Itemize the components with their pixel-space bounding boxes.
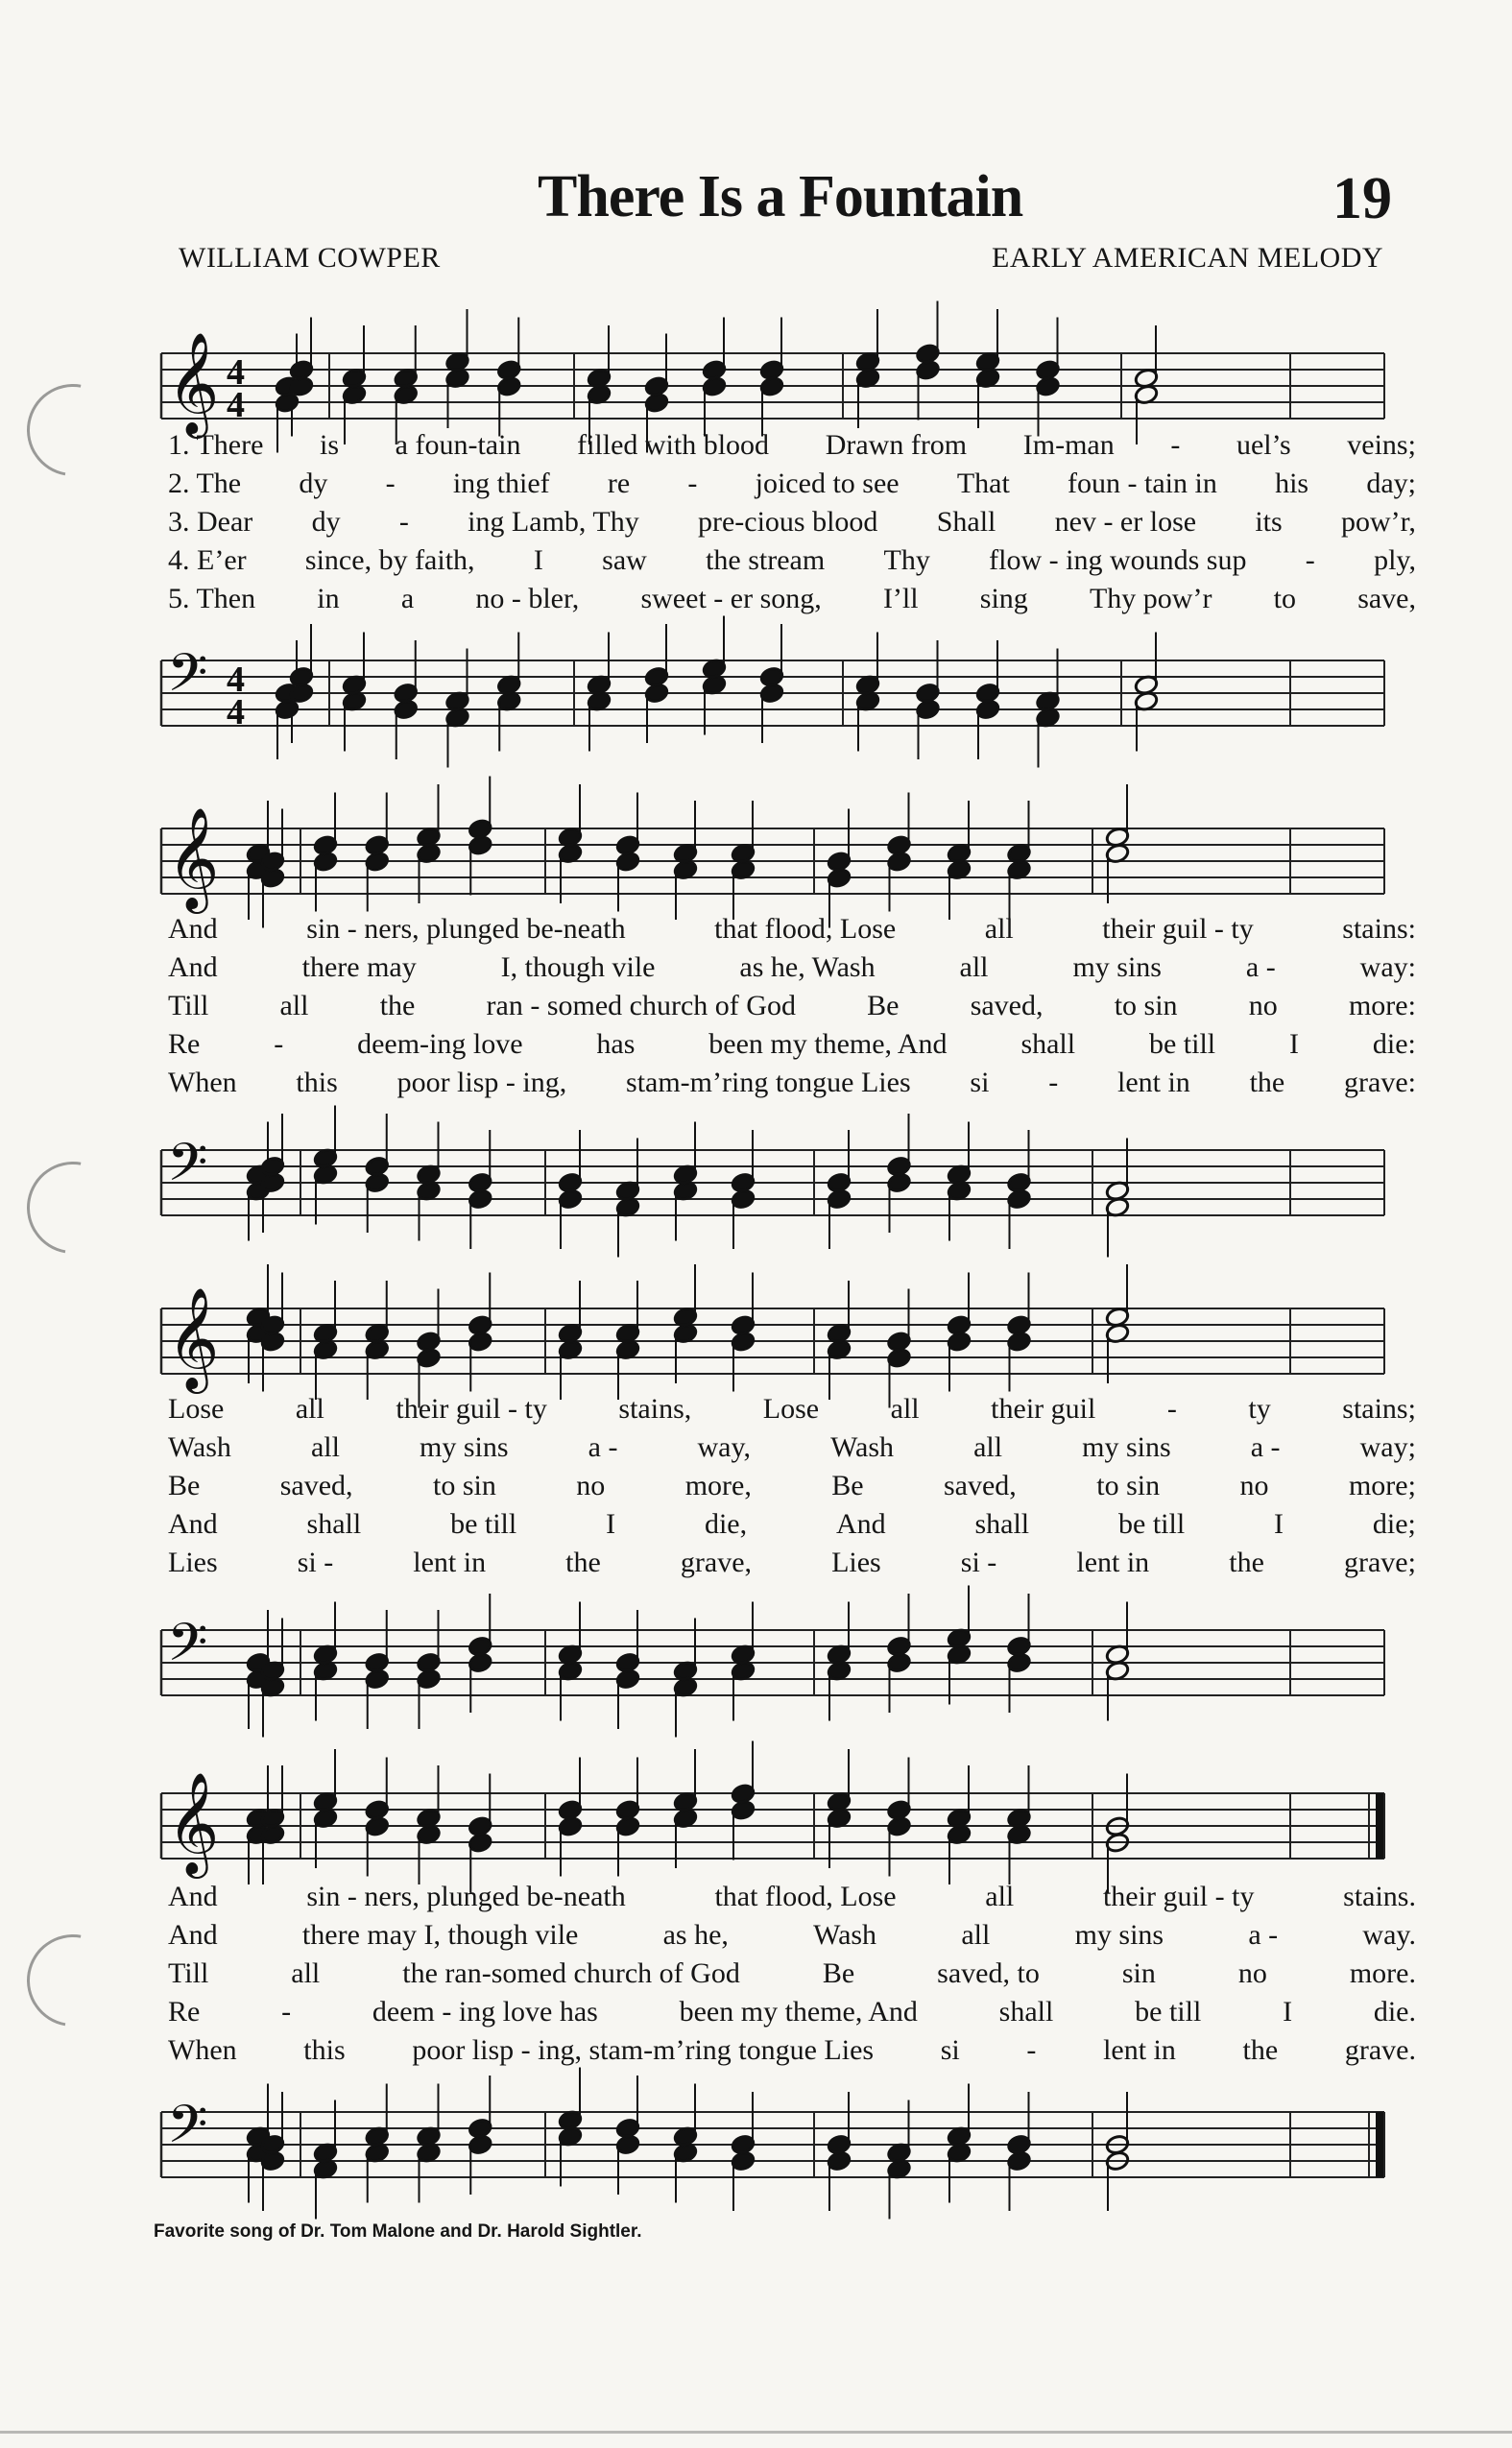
lyric-syllable: no xyxy=(1237,1957,1267,1989)
lyric-syllable: When xyxy=(168,2034,237,2066)
lyric-syllable: their guil - ty xyxy=(396,1393,547,1425)
lyric-syllable: flow - ing wounds sup xyxy=(989,544,1247,576)
lyric-line-verse-1 xyxy=(168,426,1416,465)
lyric-line-verse-3 xyxy=(168,1955,1416,1993)
lyric-syllable: Drawn from xyxy=(825,429,968,461)
lyric-syllable: si - xyxy=(297,1547,334,1578)
system-3-bass-staff xyxy=(0,1594,1512,1738)
lyric-syllable: day; xyxy=(1366,468,1416,499)
lyric-syllable: 5. Then xyxy=(168,583,256,614)
lyric-syllable: sweet - er song, xyxy=(640,583,822,614)
lyric-line-verse-5 xyxy=(168,1064,1416,1102)
note-heads xyxy=(246,1106,1130,1258)
lyric-syllable: this xyxy=(303,2034,346,2066)
note-heads xyxy=(246,1264,1130,1408)
hymn-number: 19 xyxy=(1332,166,1392,231)
lyric-syllable: si xyxy=(940,2034,960,2066)
lyric-syllable: I xyxy=(1283,1996,1293,2028)
lyric-syllable: I’ll xyxy=(882,583,919,614)
staff-lines xyxy=(161,1630,1384,1695)
lyric-syllable: lent in xyxy=(413,1547,487,1578)
lyric-syllable: lent in xyxy=(1076,1547,1150,1578)
lyric-syllable: all xyxy=(295,1393,324,1425)
lyric-syllable: more. xyxy=(1349,1957,1416,1989)
lyric-syllable: no - bler, xyxy=(475,583,580,614)
bass-clef-icon: 𝄢 xyxy=(167,2094,208,2168)
lyric-syllable: I xyxy=(606,1508,616,1540)
lyric-syllable: all xyxy=(279,990,309,1021)
lyric-syllable: my sins xyxy=(1082,1431,1171,1463)
lyric-syllable: And xyxy=(168,1881,218,1912)
lyric-syllable: 2. The xyxy=(168,468,242,499)
page-bottom-rule xyxy=(0,2431,1512,2434)
lyric-syllable: ing Lamb, Thy xyxy=(468,506,639,538)
note-heads xyxy=(246,1741,1130,1893)
lyric-syllable: the ran-somed church of God xyxy=(402,1957,740,1989)
lyric-syllable: Thy pow’r xyxy=(1089,583,1212,614)
lyric-syllable: saved, xyxy=(970,990,1044,1021)
lyric-syllable: saw xyxy=(602,544,647,576)
lyric-line-verse-3 xyxy=(168,1467,1416,1505)
lyric-syllable: Lies xyxy=(168,1547,218,1578)
lyric-syllable: die: xyxy=(1372,1028,1416,1060)
lyric-syllable: way. xyxy=(1362,1919,1416,1951)
lyric-syllable: all xyxy=(961,1919,991,1951)
treble-clef-icon: 𝄞 xyxy=(167,331,220,434)
lyric-syllable: Shall xyxy=(936,506,996,538)
lyric-syllable: poor lisp - ing, stam-m’ring tongue Lies xyxy=(412,2034,875,2066)
lyric-syllable: way: xyxy=(1359,951,1416,983)
lyric-syllable: - xyxy=(1048,1067,1059,1098)
lyric-syllable: - xyxy=(385,468,396,499)
lyric-syllable: - xyxy=(1026,2034,1037,2066)
lyric-syllable: that flood, Lose xyxy=(714,913,897,945)
lyric-syllable: no xyxy=(1248,990,1278,1021)
lyric-syllable: no xyxy=(1239,1470,1269,1501)
punch-hole-bottom xyxy=(9,1916,137,2045)
lyric-syllable: be till xyxy=(1148,1028,1216,1060)
lyric-syllable: Be xyxy=(867,990,900,1021)
lyric-syllable: Re xyxy=(168,1028,201,1060)
lyric-syllable: foun - tain in xyxy=(1068,468,1217,499)
lyric-syllable: pre-cious blood xyxy=(697,506,878,538)
lyric-syllable: - xyxy=(1166,1393,1177,1425)
lyric-syllable: my sins xyxy=(1072,951,1162,983)
lyric-syllable: all xyxy=(890,1393,920,1425)
lyric-syllable: pow’r, xyxy=(1340,506,1416,538)
lyric-line-verse-2 xyxy=(168,948,1416,987)
lyric-syllable: all xyxy=(959,951,989,983)
lyric-syllable: filled with blood xyxy=(577,429,770,461)
lyric-line-verse-1 xyxy=(168,1390,1416,1428)
lyric-syllable: as he, Wash xyxy=(739,951,876,983)
lyric-syllable: save, xyxy=(1357,583,1416,614)
lyric-syllable: grave: xyxy=(1344,1067,1416,1098)
lyric-syllable: die, xyxy=(704,1508,748,1540)
lyric-syllable: I xyxy=(1289,1028,1300,1060)
lyric-line-verse-4 xyxy=(168,1993,1416,2031)
lyric-syllable: Im-man xyxy=(1022,429,1115,461)
lyric-syllable: die; xyxy=(1372,1508,1416,1540)
lyric-syllable: is xyxy=(320,429,340,461)
lyric-syllable: uel’s xyxy=(1236,429,1291,461)
lyric-syllable: their guil xyxy=(991,1393,1096,1425)
lyric-syllable: a - xyxy=(1245,951,1276,983)
composer-credit: EARLY AMERICAN MELODY xyxy=(992,242,1384,274)
lyric-syllable: Wash xyxy=(168,1431,231,1463)
lyric-line-verse-4 xyxy=(168,541,1416,580)
lyric-syllable: the xyxy=(1242,2034,1279,2066)
hymn-title: There Is a Fountain xyxy=(538,164,1023,229)
lyric-syllable: si - xyxy=(960,1547,997,1578)
bass-clef-icon: 𝄢 xyxy=(167,642,208,716)
lyric-syllable: Be xyxy=(168,1470,201,1501)
lyric-syllable: stam-m’ring tongue Lies xyxy=(626,1067,911,1098)
time-signature-bottom: 4 xyxy=(227,385,245,425)
lyric-syllable: all xyxy=(973,1431,1003,1463)
lyric-syllable: stains: xyxy=(1342,913,1416,945)
lyric-syllable: more: xyxy=(1348,990,1416,1021)
lyric-syllable: shall xyxy=(974,1508,1030,1540)
staff-lines xyxy=(161,828,1384,894)
lyric-syllable: a foun-tain xyxy=(395,429,521,461)
lyric-syllable: as he, xyxy=(662,1919,729,1951)
lyric-syllable: to xyxy=(1273,583,1296,614)
lyric-line-verse-5 xyxy=(168,1544,1416,1582)
lyric-syllable: joiced to see xyxy=(755,468,900,499)
lyric-syllable: grave, xyxy=(680,1547,753,1578)
lyric-syllable: That xyxy=(956,468,1010,499)
lyric-syllable: Be xyxy=(822,1957,855,1989)
lyric-syllable: Thy xyxy=(883,544,930,576)
time-signature-top: 4 xyxy=(227,660,245,700)
treble-clef-icon: 𝄞 xyxy=(167,1771,220,1874)
lyric-syllable: there may xyxy=(301,951,417,983)
footnote: Favorite song of Dr. Tom Malone and Dr. Harold Sightler. xyxy=(154,2221,642,2242)
treble-clef-icon: 𝄞 xyxy=(167,1286,220,1389)
lyric-syllable: deem-ing love xyxy=(357,1028,523,1060)
note-heads xyxy=(246,2068,1130,2220)
lyric-syllable: saved, to xyxy=(937,1957,1040,1989)
lyric-syllable: sin - ners, plunged be-neath xyxy=(306,913,626,945)
lyric-syllable: a - xyxy=(588,1431,618,1463)
lyric-syllable: his xyxy=(1275,468,1309,499)
lyric-syllable: has xyxy=(596,1028,636,1060)
system-2-lyrics xyxy=(168,910,1416,1102)
lyric-syllable: dy xyxy=(311,506,341,538)
lyric-line-verse-1 xyxy=(168,1878,1416,1916)
lyric-syllable: shall xyxy=(1020,1028,1076,1060)
lyric-syllable: poor lisp - ing, xyxy=(396,1067,567,1098)
system-4-bass-staff xyxy=(0,2076,1512,2220)
lyric-syllable: grave. xyxy=(1344,2034,1416,2066)
lyric-syllable: been my theme, And xyxy=(679,1996,918,2028)
lyric-syllable: to sin xyxy=(432,1470,496,1501)
lyric-syllable: ty xyxy=(1248,1393,1271,1425)
lyric-syllable: veins; xyxy=(1347,429,1416,461)
lyric-syllable: no xyxy=(576,1470,606,1501)
lyric-syllable: Till xyxy=(168,1957,209,1989)
lyric-syllable: - xyxy=(1170,429,1181,461)
lyric-line-verse-2 xyxy=(168,1916,1416,1955)
note-heads xyxy=(246,777,1130,928)
lyric-syllable: grave; xyxy=(1343,1547,1416,1578)
staff-lines xyxy=(161,2112,1384,2177)
lyric-line-verse-2 xyxy=(168,1428,1416,1467)
lyric-syllable: I xyxy=(1274,1508,1284,1540)
lyric-syllable: a - xyxy=(1248,1919,1279,1951)
lyric-syllable: all xyxy=(291,1957,321,1989)
lyric-syllable: re xyxy=(607,468,631,499)
lyric-syllable: And xyxy=(168,1508,218,1540)
time-signature-top: 4 xyxy=(227,352,245,393)
lyric-syllable: - xyxy=(687,468,698,499)
lyric-syllable: been my theme, And xyxy=(708,1028,948,1060)
lyric-syllable: ran - somed church of God xyxy=(486,990,796,1021)
lyric-syllable: all xyxy=(310,1431,340,1463)
lyric-syllable: the xyxy=(379,990,416,1021)
system-3-lyrics xyxy=(168,1390,1416,1582)
lyric-syllable: And xyxy=(168,913,218,945)
lyric-line-verse-3 xyxy=(168,987,1416,1025)
lyric-syllable: - xyxy=(281,1996,292,2028)
lyric-syllable: ply, xyxy=(1374,544,1416,576)
system-2-bass-staff xyxy=(0,1114,1512,1258)
lyric-syllable: stains. xyxy=(1343,1881,1416,1912)
lyric-syllable: Lose xyxy=(762,1393,820,1425)
lyric-line-verse-4 xyxy=(168,1505,1416,1544)
lyric-syllable: this xyxy=(296,1067,338,1098)
lyric-syllable: And xyxy=(835,1508,886,1540)
lyric-syllable: deem - ing love has xyxy=(372,1996,598,2028)
bass-clef-icon: 𝄢 xyxy=(167,1132,208,1206)
lyric-syllable: its xyxy=(1255,506,1283,538)
lyric-syllable: sin - ners, plunged be-neath xyxy=(306,1881,626,1912)
lyric-syllable: way, xyxy=(697,1431,752,1463)
lyric-syllable: 3. Dear xyxy=(168,506,253,538)
lyric-syllable: I, though vile xyxy=(500,951,656,983)
note-heads xyxy=(275,616,1159,768)
lyric-syllable: that flood, Lose xyxy=(714,1881,897,1912)
lyric-syllable: Till xyxy=(168,990,209,1021)
lyric-line-verse-5 xyxy=(168,580,1416,618)
lyric-syllable: 1. There xyxy=(168,429,264,461)
note-heads xyxy=(246,1586,1130,1738)
lyric-syllable: way; xyxy=(1359,1431,1416,1463)
lyric-syllable: stains, xyxy=(618,1393,692,1425)
lyric-syllable: the xyxy=(1229,1547,1264,1578)
lyric-syllable: my sins xyxy=(420,1431,509,1463)
lyric-syllable: Re xyxy=(168,1996,201,2028)
lyric-syllable: saved, xyxy=(279,1470,353,1501)
staff-lines xyxy=(161,1308,1384,1374)
lyric-line-verse-3 xyxy=(168,503,1416,541)
system-1-lyrics xyxy=(168,426,1416,618)
lyric-line-verse-5 xyxy=(168,2031,1416,2070)
lyric-syllable: be till xyxy=(1135,1996,1202,2028)
lyric-syllable: Wash xyxy=(813,1919,877,1951)
lyric-syllable: all xyxy=(984,913,1014,945)
lyric-syllable: nev - er lose xyxy=(1054,506,1197,538)
lyric-syllable: lent in xyxy=(1103,2034,1176,2066)
lyric-syllable: a - xyxy=(1250,1431,1281,1463)
lyric-syllable: be till xyxy=(1118,1508,1186,1540)
staff-lines xyxy=(161,1150,1384,1215)
lyric-syllable: - xyxy=(398,506,409,538)
lyric-syllable: Wash xyxy=(830,1431,895,1463)
lyric-syllable: in xyxy=(317,583,340,614)
lyric-line-verse-2 xyxy=(168,465,1416,503)
system-4-lyrics xyxy=(168,1878,1416,2070)
lyric-syllable: all xyxy=(985,1881,1015,1912)
lyric-syllable: dy xyxy=(299,468,328,499)
bass-clef-icon: 𝄢 xyxy=(167,1612,208,1686)
lyric-syllable: saved, xyxy=(944,1470,1017,1501)
lyric-syllable: sing xyxy=(979,583,1028,614)
lyric-syllable: Lies xyxy=(831,1547,881,1578)
lyric-syllable: And xyxy=(168,951,218,983)
lyric-syllable: sin xyxy=(1121,1957,1156,1989)
lyric-syllable: more; xyxy=(1348,1470,1416,1501)
staff-lines xyxy=(161,1793,1384,1859)
lyric-syllable: Be xyxy=(831,1470,864,1501)
lyric-syllable: - xyxy=(1305,544,1315,576)
lyric-syllable: stains; xyxy=(1342,1393,1416,1425)
lyric-syllable: die. xyxy=(1373,1996,1416,2028)
lyric-syllable: more, xyxy=(684,1470,752,1501)
treble-clef-icon: 𝄞 xyxy=(167,806,220,909)
lyric-syllable: When xyxy=(168,1067,237,1098)
lyric-syllable: the stream xyxy=(706,544,826,576)
lyric-syllable: 4. E’er xyxy=(168,544,247,576)
lyric-syllable: I xyxy=(533,544,543,576)
lyric-syllable: shall xyxy=(306,1508,362,1540)
lyric-syllable: to sin xyxy=(1096,1470,1161,1501)
lyric-syllable: to sin xyxy=(1114,990,1178,1021)
lyric-syllable: their guil - ty xyxy=(1102,913,1254,945)
lyric-syllable: since, by faith, xyxy=(304,544,475,576)
lyric-syllable: lent in xyxy=(1116,1067,1190,1098)
lyric-syllable: there may I, though vile xyxy=(301,1919,579,1951)
lyric-syllable: ing thief xyxy=(452,468,550,499)
lyric-syllable: the xyxy=(1249,1067,1285,1098)
lyric-syllable: a xyxy=(400,583,415,614)
lyric-line-verse-1 xyxy=(168,910,1416,948)
lyricist-credit: WILLIAM COWPER xyxy=(179,242,441,274)
lyric-syllable: the xyxy=(565,1547,601,1578)
lyric-syllable: shall xyxy=(998,1996,1054,2028)
lyric-syllable: - xyxy=(274,1028,284,1060)
time-signature-bottom: 4 xyxy=(227,692,245,732)
lyric-syllable: Lose xyxy=(168,1393,225,1425)
lyric-line-verse-4 xyxy=(168,1025,1416,1064)
system-1-bass-staff xyxy=(0,624,1512,768)
lyric-syllable: my sins xyxy=(1074,1919,1164,1951)
lyric-syllable: si xyxy=(970,1067,990,1098)
lyric-syllable: their guil - ty xyxy=(1102,1881,1255,1912)
lyric-syllable: be till xyxy=(450,1508,517,1540)
lyric-syllable: And xyxy=(168,1919,218,1951)
